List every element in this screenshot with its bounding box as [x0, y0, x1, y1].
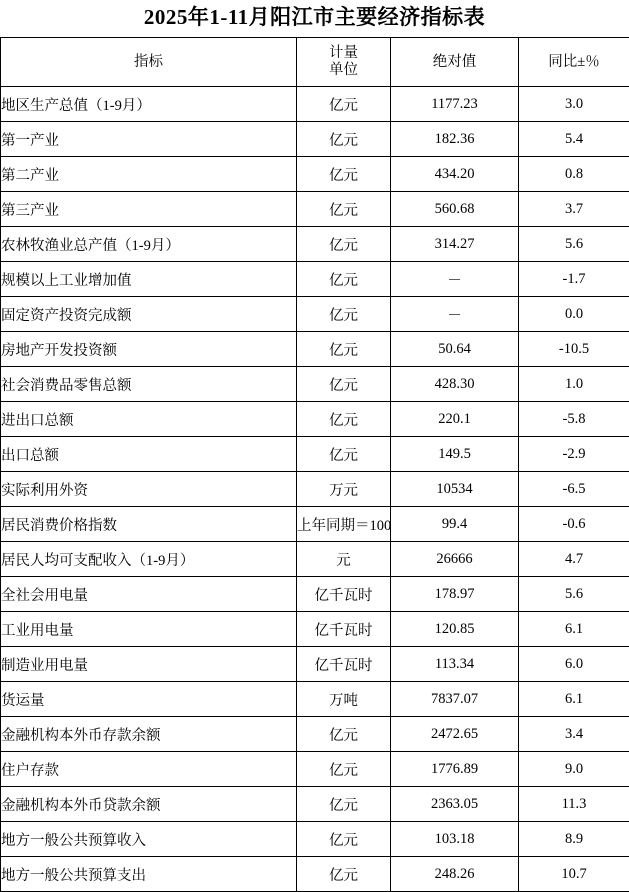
table-body	[1, 87, 629, 892]
cell-indicator: 制造业用电量	[1, 647, 297, 682]
cell-absolute-value: 1177.23	[391, 87, 519, 122]
cell-unit: 亿元	[297, 87, 391, 122]
cell-absolute-value: 2472.65	[391, 717, 519, 752]
table-row	[1, 227, 629, 262]
cell-absolute-value: 1776.89	[391, 752, 519, 787]
cell-unit: 上年同期＝100	[297, 507, 391, 542]
cell-absolute-value: 113.34	[391, 647, 519, 682]
cell-indicator: 第三产业	[1, 192, 297, 227]
table-row	[1, 857, 629, 892]
cell-yoy: -1.7	[519, 262, 629, 297]
cell-indicator: 进出口总额	[1, 402, 297, 437]
cell-absolute-value: 314.27	[391, 227, 519, 262]
cell-yoy: 3.7	[519, 192, 629, 227]
table-row	[1, 577, 629, 612]
cell-unit: 亿千瓦时	[297, 647, 391, 682]
cell-indicator: 全社会用电量	[1, 577, 297, 612]
cell-indicator: 地区生产总值（1-9月）	[1, 87, 297, 122]
cell-absolute-value: 50.64	[391, 332, 519, 367]
cell-unit: 亿元	[297, 157, 391, 192]
cell-indicator: 居民人均可支配收入（1-9月）	[1, 542, 297, 577]
table-row	[1, 122, 629, 157]
column-header-yoy: 同比±％	[519, 38, 629, 87]
column-header-unit-line2: 单位	[297, 62, 390, 79]
cell-unit: 亿千瓦时	[297, 612, 391, 647]
cell-unit: 元	[297, 542, 391, 577]
column-header-unit	[297, 38, 391, 87]
cell-indicator: 地方一般公共预算收入	[1, 822, 297, 857]
cell-absolute-value: 26666	[391, 542, 519, 577]
cell-absolute-value: 99.4	[391, 507, 519, 542]
cell-indicator: 第一产业	[1, 122, 297, 157]
cell-indicator: 房地产开发投资额	[1, 332, 297, 367]
cell-yoy: 11.3	[519, 787, 629, 822]
table-row	[1, 367, 629, 402]
cell-indicator: 金融机构本外币存款余额	[1, 717, 297, 752]
cell-absolute-value: 560.68	[391, 192, 519, 227]
table-row	[1, 472, 629, 507]
table-row	[1, 87, 629, 122]
column-header-indicator: 指标	[1, 38, 297, 87]
cell-yoy: 6.0	[519, 647, 629, 682]
table-row	[1, 297, 629, 332]
table-row	[1, 612, 629, 647]
cell-unit: 亿元	[297, 437, 391, 472]
cell-yoy: 5.6	[519, 577, 629, 612]
cell-unit: 亿元	[297, 332, 391, 367]
cell-absolute-value: －	[391, 262, 519, 297]
cell-absolute-value: 10534	[391, 472, 519, 507]
table-row	[1, 262, 629, 297]
cell-absolute-value: 428.30	[391, 367, 519, 402]
cell-indicator: 工业用电量	[1, 612, 297, 647]
cell-unit: 万元	[297, 472, 391, 507]
cell-indicator: 货运量	[1, 682, 297, 717]
cell-absolute-value: －	[391, 297, 519, 332]
table-row	[1, 752, 629, 787]
column-header-unit-line1: 计量	[297, 45, 390, 62]
table-row	[1, 542, 629, 577]
cell-yoy: 0.8	[519, 157, 629, 192]
cell-unit: 亿元	[297, 122, 391, 157]
table-row	[1, 682, 629, 717]
cell-absolute-value: 182.36	[391, 122, 519, 157]
cell-unit: 亿元	[297, 192, 391, 227]
table-header-row	[1, 38, 629, 87]
table-row	[1, 437, 629, 472]
cell-yoy: 6.1	[519, 682, 629, 717]
cell-yoy: 5.4	[519, 122, 629, 157]
cell-absolute-value: 178.97	[391, 577, 519, 612]
cell-unit: 亿元	[297, 227, 391, 262]
table-row	[1, 507, 629, 542]
table-row	[1, 787, 629, 822]
cell-yoy: 3.0	[519, 87, 629, 122]
cell-unit: 亿千瓦时	[297, 577, 391, 612]
cell-absolute-value: 434.20	[391, 157, 519, 192]
cell-indicator: 出口总额	[1, 437, 297, 472]
cell-indicator: 社会消费品零售总额	[1, 367, 297, 402]
cell-absolute-value: 120.85	[391, 612, 519, 647]
cell-yoy: 8.9	[519, 822, 629, 857]
cell-yoy: 1.0	[519, 367, 629, 402]
cell-yoy: -6.5	[519, 472, 629, 507]
cell-indicator: 第二产业	[1, 157, 297, 192]
cell-yoy: -0.6	[519, 507, 629, 542]
cell-unit: 亿元	[297, 822, 391, 857]
table-row	[1, 332, 629, 367]
table-row	[1, 402, 629, 437]
cell-absolute-value: 7837.07	[391, 682, 519, 717]
cell-yoy: 0.0	[519, 297, 629, 332]
cell-indicator: 金融机构本外币贷款余额	[1, 787, 297, 822]
cell-yoy: 4.7	[519, 542, 629, 577]
cell-unit: 亿元	[297, 857, 391, 892]
table-row	[1, 717, 629, 752]
cell-yoy: 3.4	[519, 717, 629, 752]
cell-indicator: 住户存款	[1, 752, 297, 787]
cell-absolute-value: 2363.05	[391, 787, 519, 822]
cell-absolute-value: 248.26	[391, 857, 519, 892]
cell-absolute-value: 220.1	[391, 402, 519, 437]
cell-yoy: 5.6	[519, 227, 629, 262]
cell-unit: 亿元	[297, 262, 391, 297]
economic-indicators-table	[0, 37, 629, 892]
table-header	[1, 38, 629, 87]
page-title: 2025年1-11月阳江市主要经济指标表	[0, 0, 629, 37]
cell-yoy: -5.8	[519, 402, 629, 437]
cell-unit: 亿元	[297, 367, 391, 402]
cell-yoy: -10.5	[519, 332, 629, 367]
cell-yoy: 6.1	[519, 612, 629, 647]
table-row	[1, 822, 629, 857]
cell-indicator: 居民消费价格指数	[1, 507, 297, 542]
cell-indicator: 实际利用外资	[1, 472, 297, 507]
cell-unit: 亿元	[297, 787, 391, 822]
table-row	[1, 157, 629, 192]
cell-unit: 万吨	[297, 682, 391, 717]
cell-unit: 亿元	[297, 402, 391, 437]
cell-yoy: -2.9	[519, 437, 629, 472]
cell-unit: 亿元	[297, 717, 391, 752]
cell-indicator: 规模以上工业增加值	[1, 262, 297, 297]
cell-absolute-value: 103.18	[391, 822, 519, 857]
cell-unit: 亿元	[297, 752, 391, 787]
cell-indicator: 固定资产投资完成额	[1, 297, 297, 332]
cell-indicator: 农林牧渔业总产值（1-9月）	[1, 227, 297, 262]
cell-absolute-value: 149.5	[391, 437, 519, 472]
cell-yoy: 9.0	[519, 752, 629, 787]
cell-indicator: 地方一般公共预算支出	[1, 857, 297, 892]
cell-unit: 亿元	[297, 297, 391, 332]
cell-yoy: 10.7	[519, 857, 629, 892]
table-row	[1, 647, 629, 682]
column-header-absolute-value: 绝对值	[391, 38, 519, 87]
table-row	[1, 192, 629, 227]
